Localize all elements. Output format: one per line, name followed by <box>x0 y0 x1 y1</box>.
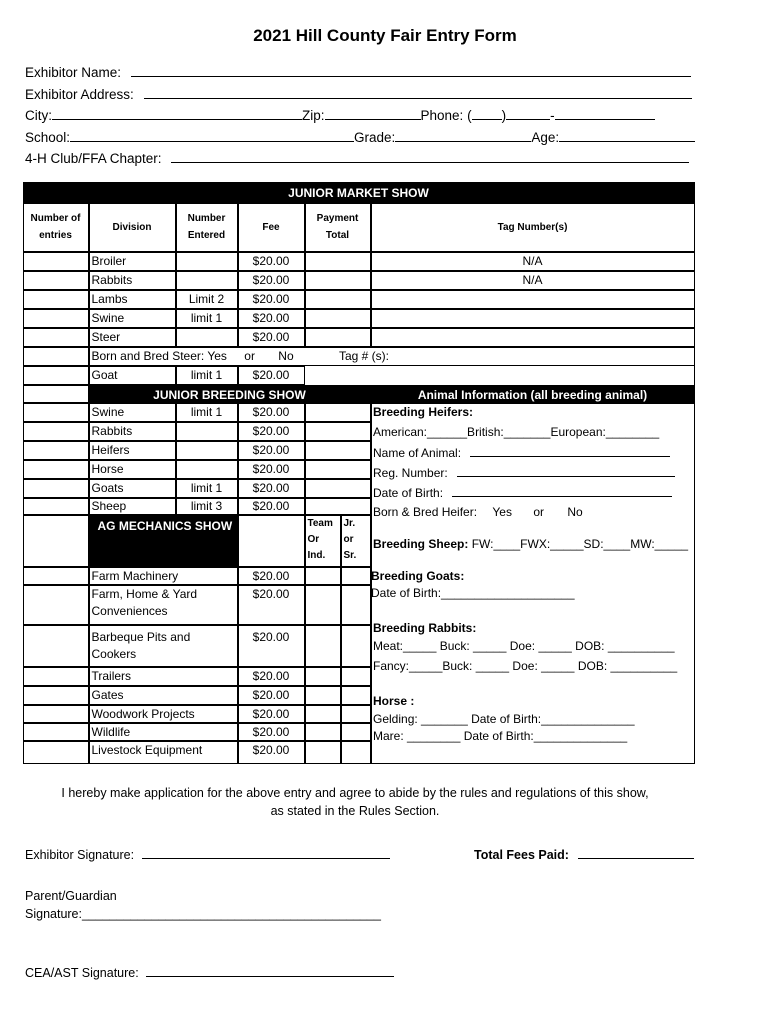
school-row <box>25 129 695 145</box>
total-fees-row <box>474 846 694 862</box>
phone-dash: - <box>550 108 555 123</box>
phone-label: Phone: <box>420 108 464 123</box>
rabbit-meat-line[interactable]: Meat:_____ Buck: _____ Doe: _____ DOB: __________ <box>373 639 675 653</box>
exhibitor-signature-row <box>25 846 390 862</box>
limit-cell: limit 1 <box>176 479 238 498</box>
born-bred-steer-row <box>89 347 695 366</box>
entries-cell[interactable] <box>23 667 89 686</box>
goat-dob-line[interactable]: Date of Birth:____________________ <box>371 586 575 600</box>
ag-division-cell: Trailers <box>89 667 238 686</box>
breeding-rabbits-label: Breeding Rabbits: <box>373 621 477 635</box>
breeding-heifers-label: Breeding Heifers: <box>373 405 474 419</box>
heifer-breed-line[interactable]: American:______British:_______European:________ <box>373 425 660 439</box>
entries-cell[interactable] <box>23 585 89 625</box>
heifer-dob-label: Date of Birth: <box>373 486 444 500</box>
team-or-ind-header: Team Or Ind. <box>305 515 341 567</box>
payment-cell[interactable] <box>305 290 371 309</box>
entries-cell[interactable] <box>23 498 89 515</box>
entries-cell[interactable] <box>23 290 89 309</box>
heifer-name-field[interactable] <box>470 444 670 457</box>
division-cell: Rabbits <box>89 271 176 290</box>
team-cell[interactable] <box>305 567 341 585</box>
jr-sr-cell[interactable] <box>341 686 371 705</box>
limit-cell: limit 1 <box>176 309 238 328</box>
junior-breeding-title: JUNIOR BREEDING SHOW <box>89 385 371 403</box>
school-field[interactable] <box>70 129 354 142</box>
limit-cell <box>176 252 238 271</box>
age-field[interactable] <box>559 129 695 142</box>
jr-sr-header: Jr. or Sr. <box>341 515 371 567</box>
heifer-dob-field[interactable] <box>452 484 672 497</box>
fee-cell: $20.00 <box>238 667 305 686</box>
division-cell: Lambs <box>89 290 176 309</box>
heifer-reg-field[interactable] <box>457 464 675 477</box>
born-bred-steer-label: Born and Bred Steer: <box>91 348 205 363</box>
fee-cell: $20.00 <box>238 741 305 764</box>
horse-mare-line[interactable]: Mare: ________ Date of Birth:______________ <box>373 729 628 743</box>
parent-signature-block <box>25 887 381 923</box>
phone-close: ) <box>501 108 507 123</box>
phone-area-field[interactable] <box>472 107 502 120</box>
fee-cell: $20.00 <box>238 625 305 667</box>
heifer-name-label: Name of Animal: <box>373 446 462 460</box>
limit-cell: Limit 2 <box>176 290 238 309</box>
entries-cell[interactable] <box>23 441 89 460</box>
fee-cell: $20.00 <box>238 422 305 441</box>
limit-cell <box>176 328 238 347</box>
entries-cell[interactable] <box>23 723 89 741</box>
club-field[interactable] <box>171 150 689 163</box>
fee-cell: $20.00 <box>238 328 305 347</box>
entry-table <box>23 182 695 764</box>
cea-signature-row <box>25 964 394 980</box>
payment-cell[interactable] <box>305 328 371 347</box>
team-cell[interactable] <box>305 625 341 667</box>
fee-cell: $20.00 <box>238 498 305 515</box>
breeding-sheep-row <box>373 536 688 552</box>
limit-cell <box>176 422 238 441</box>
team-cell[interactable] <box>305 585 341 625</box>
division-cell: Swine <box>89 403 176 422</box>
entries-cell[interactable] <box>23 347 89 366</box>
exhibitor-name-field[interactable] <box>131 64 691 77</box>
fee-cell: $20.00 <box>238 585 305 625</box>
age-label: Age: <box>531 130 560 145</box>
entries-cell[interactable] <box>23 309 89 328</box>
entries-cell[interactable] <box>23 460 89 479</box>
entries-cell[interactable] <box>23 366 89 385</box>
division-cell: Swine <box>89 309 176 328</box>
fee-cell: $20.00 <box>238 705 305 723</box>
col-fee: Fee <box>238 203 305 252</box>
exhibitor-address-label: Exhibitor Address: <box>25 87 134 102</box>
entries-cell[interactable] <box>23 328 89 347</box>
phone-open: ( <box>467 108 472 123</box>
fee-cell: $20.00 <box>238 686 305 705</box>
heifer-reg-label: Reg. Number: <box>373 466 448 480</box>
limit-cell: limit 1 <box>176 403 238 422</box>
payment-cell[interactable] <box>305 252 371 271</box>
city-label: City: <box>25 108 52 123</box>
entries-cell[interactable] <box>23 625 89 667</box>
col-tag-numbers: Tag Number(s) <box>371 203 695 252</box>
heifer-born-bred-no[interactable]: No <box>567 505 583 519</box>
heifer-reg-row <box>373 464 675 481</box>
payment-cell[interactable] <box>305 460 371 479</box>
fee-cell: $20.00 <box>238 366 305 385</box>
born-bred-no[interactable]: No <box>278 348 294 363</box>
exhibitor-address-row <box>25 86 692 102</box>
limit-cell <box>176 460 238 479</box>
ag-division-cell: Farm Machinery <box>89 567 238 585</box>
tag-cell[interactable] <box>371 290 695 309</box>
jr-sr-cell[interactable] <box>341 705 371 723</box>
col-payment-total: Payment Total <box>305 203 371 252</box>
exhibitor-name-row <box>25 64 691 80</box>
horse-gelding-line[interactable]: Gelding: _______ Date of Birth:______________ <box>373 712 635 726</box>
breeding-sheep-label: Breeding Sheep: <box>373 537 469 551</box>
junior-market-title: JUNIOR MARKET SHOW <box>23 182 695 203</box>
ag-division-cell: Woodwork Projects <box>89 705 238 723</box>
jr-sr-cell[interactable] <box>341 567 371 585</box>
tag-cell[interactable] <box>371 309 695 328</box>
ag-division-cell: Barbeque Pits and Cookers <box>89 625 238 667</box>
heifer-born-bred-row <box>373 504 583 520</box>
jr-sr-cell[interactable] <box>341 741 371 764</box>
total-fees-label: Total Fees Paid: <box>474 848 569 862</box>
ag-division-cell: Livestock Equipment <box>89 741 238 764</box>
entries-cell[interactable] <box>23 567 89 585</box>
jr-sr-cell[interactable] <box>341 667 371 686</box>
fee-cell: $20.00 <box>238 290 305 309</box>
city-row <box>25 107 655 123</box>
entries-cell[interactable] <box>23 479 89 498</box>
payment-cell[interactable] <box>305 271 371 290</box>
payment-cell[interactable] <box>305 309 371 328</box>
limit-cell <box>176 271 238 290</box>
declaration-line-1: I hereby make application for the above entry and agree to abide by the rules and regulations of this show, <box>61 786 649 800</box>
declaration <box>0 784 710 820</box>
tag-cell[interactable]: N/A <box>371 252 695 271</box>
entries-cell[interactable] <box>23 515 89 567</box>
born-bred-tag-label: Tag # (s): <box>338 348 389 363</box>
payment-cell[interactable] <box>305 479 371 498</box>
col-number-entered: Number Entered <box>176 203 238 252</box>
entries-cell[interactable] <box>23 385 89 403</box>
division-cell: Steer <box>89 328 176 347</box>
division-cell: Goat <box>89 366 176 385</box>
entries-cell[interactable] <box>23 271 89 290</box>
exhibitor-signature-field[interactable] <box>142 846 390 859</box>
heifer-born-bred-label: Born & Bred Heifer: <box>373 505 478 519</box>
ag-division-cell: Wildlife <box>89 723 238 741</box>
jr-sr-cell[interactable] <box>341 723 371 741</box>
form-title: 2021 Hill County Fair Entry Form <box>253 26 517 45</box>
fee-cell: $20.00 <box>238 567 305 585</box>
heifer-name-row <box>373 444 670 461</box>
payment-cell[interactable] <box>305 498 371 515</box>
exhibitor-signature-label: Exhibitor Signature: <box>25 848 135 862</box>
exhibitor-address-field[interactable] <box>144 86 692 99</box>
jr-sr-cell[interactable] <box>341 625 371 667</box>
limit-cell: limit 1 <box>176 366 238 385</box>
division-cell: Sheep <box>89 498 176 515</box>
animal-info-title: Animal Information (all breeding animal) <box>371 385 695 403</box>
division-cell: Heifers <box>89 441 176 460</box>
payment-cell[interactable] <box>305 441 371 460</box>
grade-label: Grade: <box>354 130 396 145</box>
entries-cell[interactable] <box>23 741 89 764</box>
club-label: 4-H Club/FFA Chapter: <box>25 151 162 166</box>
heifer-dob-row <box>373 484 672 501</box>
entries-cell[interactable] <box>23 705 89 723</box>
fee-cell: $20.00 <box>238 252 305 271</box>
fee-cell: $20.00 <box>238 309 305 328</box>
declaration-line-2: as stated in the Rules Section. <box>270 804 440 818</box>
division-cell: Goats <box>89 479 176 498</box>
tag-cell[interactable]: N/A <box>371 271 695 290</box>
heifer-born-bred-or: or <box>533 505 544 519</box>
division-cell: Rabbits <box>89 422 176 441</box>
entries-cell[interactable] <box>23 422 89 441</box>
heifer-born-bred-yes[interactable]: Yes <box>492 505 512 519</box>
fee-cell: $20.00 <box>238 271 305 290</box>
club-row <box>25 150 689 166</box>
breeding-goats-label: Breeding Goats: <box>371 569 465 583</box>
fee-cell: $20.00 <box>238 441 305 460</box>
breeding-sheep-line[interactable]: FW:____FWX:_____SD:____MW:_____ <box>471 537 689 551</box>
fee-cell: $20.00 <box>238 723 305 741</box>
parent-signature-line[interactable]: Signature:___________________________________________ <box>25 907 381 921</box>
team-cell[interactable] <box>305 723 341 741</box>
fee-cell: $20.00 <box>238 403 305 422</box>
born-bred-or: or <box>244 348 255 363</box>
fee-cell: $20.00 <box>238 460 305 479</box>
payment-cell[interactable] <box>305 422 371 441</box>
limit-cell <box>176 441 238 460</box>
ag-fee-header <box>238 515 305 567</box>
entries-cell[interactable] <box>23 686 89 705</box>
rabbit-fancy-line[interactable]: Fancy:_____Buck: _____ Doe: _____ DOB: __________ <box>373 659 678 673</box>
parent-guardian-label: Parent/Guardian <box>25 889 117 903</box>
phone-line-field[interactable] <box>555 107 655 120</box>
division-cell: Broiler <box>89 252 176 271</box>
entries-cell[interactable] <box>23 252 89 271</box>
payment-cell[interactable] <box>305 403 371 422</box>
ag-division-cell: Gates <box>89 686 238 705</box>
total-fees-field[interactable] <box>578 846 694 859</box>
phone-prefix-field[interactable] <box>506 107 550 120</box>
city-field[interactable] <box>52 107 302 120</box>
fee-cell: $20.00 <box>238 479 305 498</box>
cea-signature-label: CEA/AST Signature: <box>25 966 139 980</box>
team-cell[interactable] <box>305 667 341 686</box>
tag-cell[interactable] <box>371 328 695 347</box>
entries-cell[interactable] <box>23 403 89 422</box>
zip-field[interactable] <box>325 107 421 120</box>
ag-mechanics-title: AG MECHANICS SHOW <box>89 515 238 567</box>
school-label: School: <box>25 130 71 145</box>
col-division: Division <box>89 203 176 252</box>
exhibitor-name-label: Exhibitor Name: <box>25 65 122 80</box>
team-cell[interactable] <box>305 705 341 723</box>
limit-cell: limit 3 <box>176 498 238 515</box>
col-number-entries: Number of entries <box>23 203 89 252</box>
jr-sr-cell[interactable] <box>341 585 371 625</box>
zip-label: Zip: <box>302 108 325 123</box>
ag-division-cell: Farm, Home & Yard Conveniences <box>89 585 238 625</box>
grade-field[interactable] <box>395 129 531 142</box>
division-cell: Horse <box>89 460 176 479</box>
cea-signature-field[interactable] <box>146 964 394 977</box>
team-cell[interactable] <box>305 741 341 764</box>
horse-label: Horse : <box>373 694 415 708</box>
born-bred-yes[interactable]: Yes <box>207 348 227 363</box>
team-cell[interactable] <box>305 686 341 705</box>
